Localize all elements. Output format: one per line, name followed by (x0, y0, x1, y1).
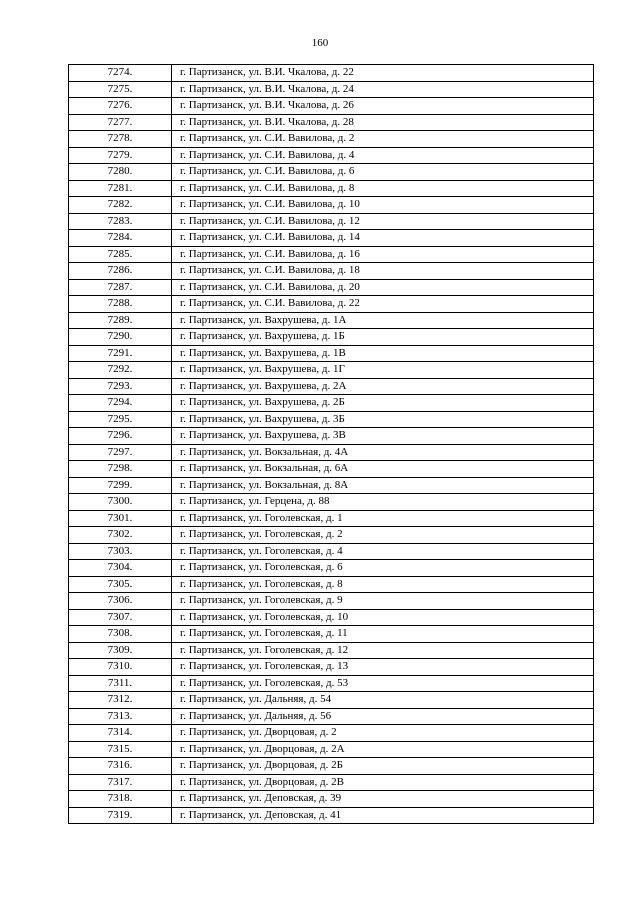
table-row (69, 477, 594, 494)
row-address: г. Партизанск, ул. Гоголевская, д. 13 (172, 659, 594, 676)
row-address: г. Партизанск, ул. Вокзальная, д. 6А (172, 461, 594, 478)
row-number: 7300. (69, 494, 172, 511)
address-table-body (69, 65, 594, 824)
row-number: 7288. (69, 296, 172, 313)
table-row (69, 444, 594, 461)
table-row (69, 395, 594, 412)
table-row (69, 527, 594, 544)
row-address: г. Партизанск, ул. Дворцовая, д. 2В (172, 774, 594, 791)
row-address: г. Партизанск, ул. Деповская, д. 39 (172, 791, 594, 808)
table-row (69, 560, 594, 577)
row-number: 7284. (69, 230, 172, 247)
row-address: г. Партизанск, ул. С.И. Вавилова, д. 22 (172, 296, 594, 313)
table-row (69, 576, 594, 593)
table-row (69, 345, 594, 362)
table-row (69, 213, 594, 230)
table-row (69, 312, 594, 329)
row-number: 7301. (69, 510, 172, 527)
table-row (69, 593, 594, 610)
page-number: 160 (311, 37, 329, 49)
table-row (69, 675, 594, 692)
row-address: г. Партизанск, ул. Гоголевская, д. 10 (172, 609, 594, 626)
row-number: 7294. (69, 395, 172, 412)
row-number: 7317. (69, 774, 172, 791)
row-number: 7286. (69, 263, 172, 280)
table-row (69, 807, 594, 824)
row-number: 7276. (69, 98, 172, 115)
row-address: г. Партизанск, ул. В.И. Чкалова, д. 24 (172, 81, 594, 98)
row-number: 7296. (69, 428, 172, 445)
row-number: 7313. (69, 708, 172, 725)
table-row (69, 494, 594, 511)
row-address: г. Партизанск, ул. Гоголевская, д. 53 (172, 675, 594, 692)
row-number: 7279. (69, 147, 172, 164)
table-row (69, 758, 594, 775)
table-row (69, 411, 594, 428)
row-address: г. Партизанск, ул. Дальняя, д. 56 (172, 708, 594, 725)
row-number: 7274. (69, 65, 172, 82)
row-number: 7316. (69, 758, 172, 775)
row-address: г. Партизанск, ул. Гоголевская, д. 6 (172, 560, 594, 577)
row-address: г. Партизанск, ул. Гоголевская, д. 9 (172, 593, 594, 610)
table-row (69, 642, 594, 659)
row-address: г. Партизанск, ул. Гоголевская, д. 4 (172, 543, 594, 560)
table-row (69, 510, 594, 527)
table-row (69, 114, 594, 131)
table-row (69, 180, 594, 197)
row-address: г. Партизанск, ул. Вахрушева, д. 3Б (172, 411, 594, 428)
row-number: 7280. (69, 164, 172, 181)
row-number: 7278. (69, 131, 172, 148)
row-address: г. Партизанск, ул. С.И. Вавилова, д. 16 (172, 246, 594, 263)
row-address: г. Партизанск, ул. В.И. Чкалова, д. 28 (172, 114, 594, 131)
table-row (69, 197, 594, 214)
row-address: г. Партизанск, ул. Вокзальная, д. 8А (172, 477, 594, 494)
row-address: г. Партизанск, ул. С.И. Вавилова, д. 6 (172, 164, 594, 181)
table-row (69, 230, 594, 247)
row-number: 7297. (69, 444, 172, 461)
row-address: г. Партизанск, ул. С.И. Вавилова, д. 8 (172, 180, 594, 197)
table-row (69, 725, 594, 742)
address-table (68, 64, 594, 824)
row-address: г. Партизанск, ул. Вахрушева, д. 1В (172, 345, 594, 362)
table-row (69, 791, 594, 808)
table-row (69, 263, 594, 280)
table-row (69, 65, 594, 82)
row-address: г. Партизанск, ул. Вокзальная, д. 4А (172, 444, 594, 461)
row-number: 7289. (69, 312, 172, 329)
row-number: 7292. (69, 362, 172, 379)
row-number: 7283. (69, 213, 172, 230)
table-row (69, 378, 594, 395)
row-address: г. Партизанск, ул. В.И. Чкалова, д. 22 (172, 65, 594, 82)
row-number: 7308. (69, 626, 172, 643)
row-number: 7287. (69, 279, 172, 296)
row-address: г. Партизанск, ул. С.И. Вавилова, д. 10 (172, 197, 594, 214)
table-row (69, 131, 594, 148)
row-number: 7303. (69, 543, 172, 560)
row-address: г. Партизанск, ул. Гоголевская, д. 2 (172, 527, 594, 544)
table-row (69, 329, 594, 346)
row-address: г. Партизанск, ул. Гоголевская, д. 12 (172, 642, 594, 659)
table-row (69, 659, 594, 676)
row-number: 7298. (69, 461, 172, 478)
row-address: г. Партизанск, ул. Деповская, д. 41 (172, 807, 594, 824)
table-row (69, 692, 594, 709)
row-number: 7315. (69, 741, 172, 758)
row-address: г. Партизанск, ул. Вахрушева, д. 2Б (172, 395, 594, 412)
row-address: г. Партизанск, ул. Вахрушева, д. 1Г (172, 362, 594, 379)
row-address: г. Партизанск, ул. Дальняя, д. 54 (172, 692, 594, 709)
row-number: 7290. (69, 329, 172, 346)
row-number: 7304. (69, 560, 172, 577)
table-row (69, 774, 594, 791)
row-number: 7319. (69, 807, 172, 824)
row-address: г. Партизанск, ул. Вахрушева, д. 1А (172, 312, 594, 329)
row-number: 7277. (69, 114, 172, 131)
row-number: 7314. (69, 725, 172, 742)
table-row (69, 246, 594, 263)
row-number: 7307. (69, 609, 172, 626)
row-number: 7282. (69, 197, 172, 214)
row-address: г. Партизанск, ул. С.И. Вавилова, д. 18 (172, 263, 594, 280)
row-address: г. Партизанск, ул. Гоголевская, д. 1 (172, 510, 594, 527)
row-number: 7306. (69, 593, 172, 610)
row-address: г. Партизанск, ул. Гоголевская, д. 8 (172, 576, 594, 593)
row-address: г. Партизанск, ул. В.И. Чкалова, д. 26 (172, 98, 594, 115)
row-address: г. Партизанск, ул. Вахрушева, д. 1Б (172, 329, 594, 346)
table-row (69, 147, 594, 164)
table-row (69, 98, 594, 115)
row-number: 7312. (69, 692, 172, 709)
row-address: г. Партизанск, ул. Вахрушева, д. 3В (172, 428, 594, 445)
row-number: 7299. (69, 477, 172, 494)
row-number: 7291. (69, 345, 172, 362)
row-address: г. Партизанск, ул. Дворцовая, д. 2А (172, 741, 594, 758)
row-number: 7318. (69, 791, 172, 808)
table-row (69, 461, 594, 478)
table-row (69, 626, 594, 643)
row-address: г. Партизанск, ул. С.И. Вавилова, д. 4 (172, 147, 594, 164)
row-number: 7310. (69, 659, 172, 676)
table-row (69, 164, 594, 181)
row-number: 7309. (69, 642, 172, 659)
table-row (69, 543, 594, 560)
row-number: 7311. (69, 675, 172, 692)
table-row (69, 296, 594, 313)
row-number: 7302. (69, 527, 172, 544)
row-number: 7285. (69, 246, 172, 263)
row-number: 7305. (69, 576, 172, 593)
row-address: г. Партизанск, ул. С.И. Вавилова, д. 14 (172, 230, 594, 247)
table-row (69, 708, 594, 725)
table-row (69, 362, 594, 379)
row-address: г. Партизанск, ул. Дворцовая, д. 2 (172, 725, 594, 742)
row-number: 7295. (69, 411, 172, 428)
row-number: 7275. (69, 81, 172, 98)
table-row (69, 428, 594, 445)
row-address: г. Партизанск, ул. Гоголевская, д. 11 (172, 626, 594, 643)
row-number: 7281. (69, 180, 172, 197)
row-address: г. Партизанск, ул. С.И. Вавилова, д. 20 (172, 279, 594, 296)
table-row (69, 741, 594, 758)
table-row (69, 609, 594, 626)
row-number: 7293. (69, 378, 172, 395)
table-row (69, 81, 594, 98)
row-address: г. Партизанск, ул. Дворцовая, д. 2Б (172, 758, 594, 775)
row-address: г. Партизанск, ул. С.И. Вавилова, д. 12 (172, 213, 594, 230)
row-address: г. Партизанск, ул. Вахрушева, д. 2А (172, 378, 594, 395)
row-address: г. Партизанск, ул. С.И. Вавилова, д. 2 (172, 131, 594, 148)
row-address: г. Партизанск, ул. Герцена, д. 88 (172, 494, 594, 511)
table-row (69, 279, 594, 296)
